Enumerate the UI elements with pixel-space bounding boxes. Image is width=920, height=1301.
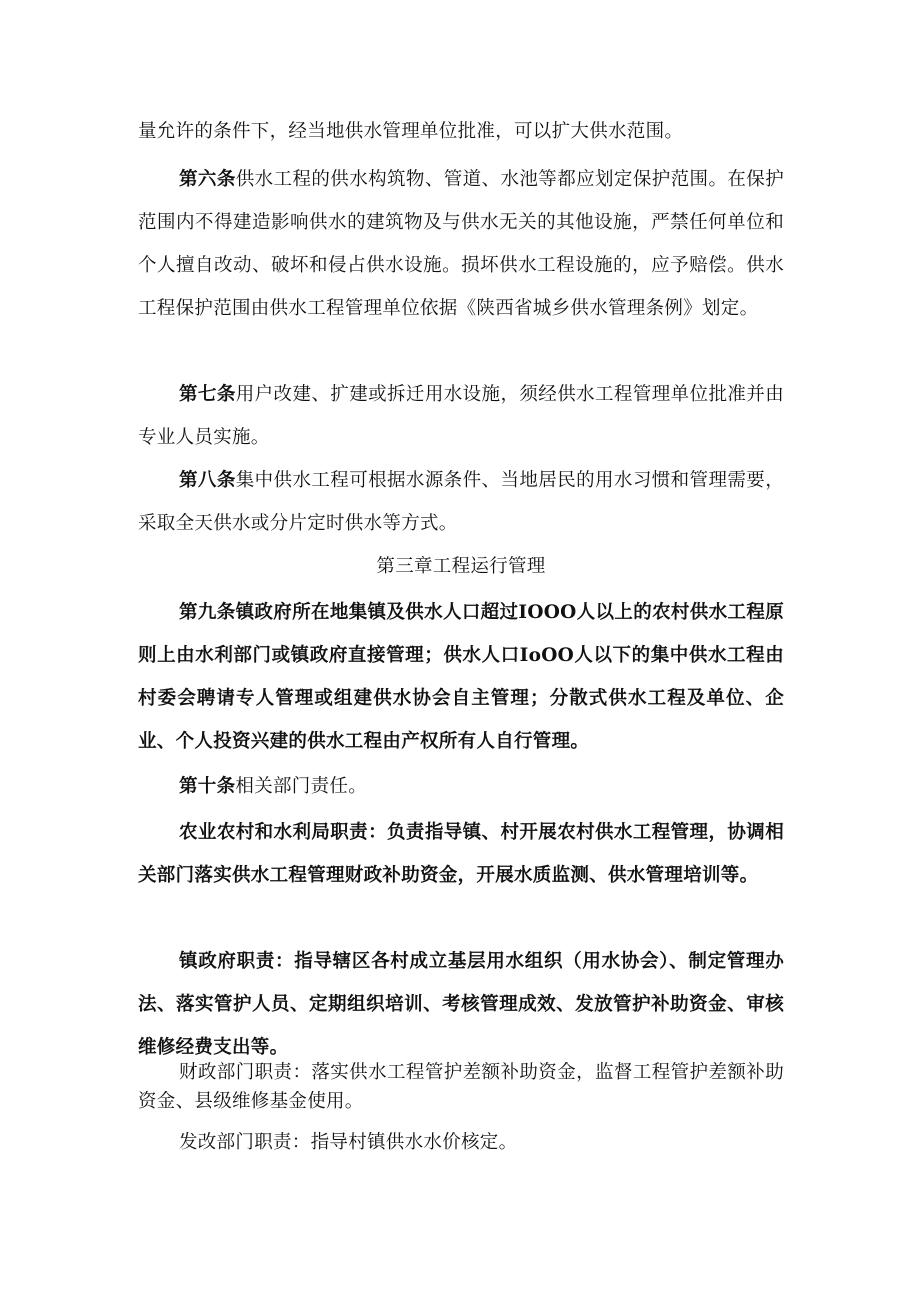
- paragraph-text: 财政部门职责：落实供水工程管护差额补助资金，监督工程管护差额补助资金、县级维修基金使用。: [138, 1062, 784, 1112]
- paragraph-finance-department: [138, 1058, 784, 1116]
- paragraph-text: 镇政府职责：指导辖区各村成立基层用水组织（用水协会）、制定管理办法、落实管护人员、定期组织培训、考核管理成效、发放管护补助资金、审核维修经费支出等。: [138, 951, 784, 1058]
- article-text: 用户改建、扩建或拆迁用水设施，须经供水工程管理单位批准并由专业人员实施。: [138, 384, 784, 448]
- article-6: [138, 158, 784, 330]
- paragraph-development-reform: [138, 1121, 784, 1164]
- article-text: 供水工程的供水构筑物、管道、水池等都应划定保护范围。在保护范围内不得建造影响供水的建筑物及与供水无关的其他设施，严禁任何单位和个人擅自改动、破坏和侵占供水设施。损坏供水工程设施的，应予赔偿。供水工程保护范围由供水工程管理单位依据《陕西省城乡供水管理条例》划定。: [138, 169, 784, 319]
- paragraph-continuation: [138, 110, 784, 153]
- paragraph-text: 发改部门职责：指导村镇供水水价核定。: [179, 1132, 518, 1153]
- article-text: 第九条镇政府所在地集镇及供水人口超过IOOO人以上的农村供水工程原则上由水利部门或镇政府直接管理；供水人口IoOO人以下的集中供水工程由村委会聘请专人管理或组建供水协会自主管理；分散式供水工程及单位、企业、个人投资兴建的供水工程由产权所有人自行管理。: [138, 602, 784, 752]
- article-text: 相关部门责任。: [235, 776, 368, 797]
- article-label: 第七条: [179, 384, 236, 405]
- article-label: 第八条: [179, 470, 236, 491]
- article-label: 第六条: [179, 169, 236, 190]
- paragraph-text: 农业农村和水利局职责：负责指导镇、村开展农村供水工程管理，协调相关部门落实供水工程管理财政补助资金，开展水质监测、供水管理培训等。: [138, 822, 784, 886]
- article-9: [138, 591, 784, 763]
- chapter-heading: 第三章工程运行管理: [376, 556, 546, 577]
- article-8: [138, 459, 784, 545]
- paragraph-text: 量允许的条件下，经当地供水管理单位批准，可以扩大供水范围。: [138, 121, 684, 142]
- paragraph-agriculture-bureau: [138, 811, 784, 897]
- article-7: [138, 373, 784, 459]
- article-10: [138, 765, 784, 808]
- article-text: 集中供水工程可根据水源条件、当地居民的用水习惯和管理需要，采取全天供水或分片定时供水等方式。: [138, 470, 784, 534]
- paragraph-town-government: [138, 940, 784, 1069]
- article-label: 第十条: [179, 776, 236, 797]
